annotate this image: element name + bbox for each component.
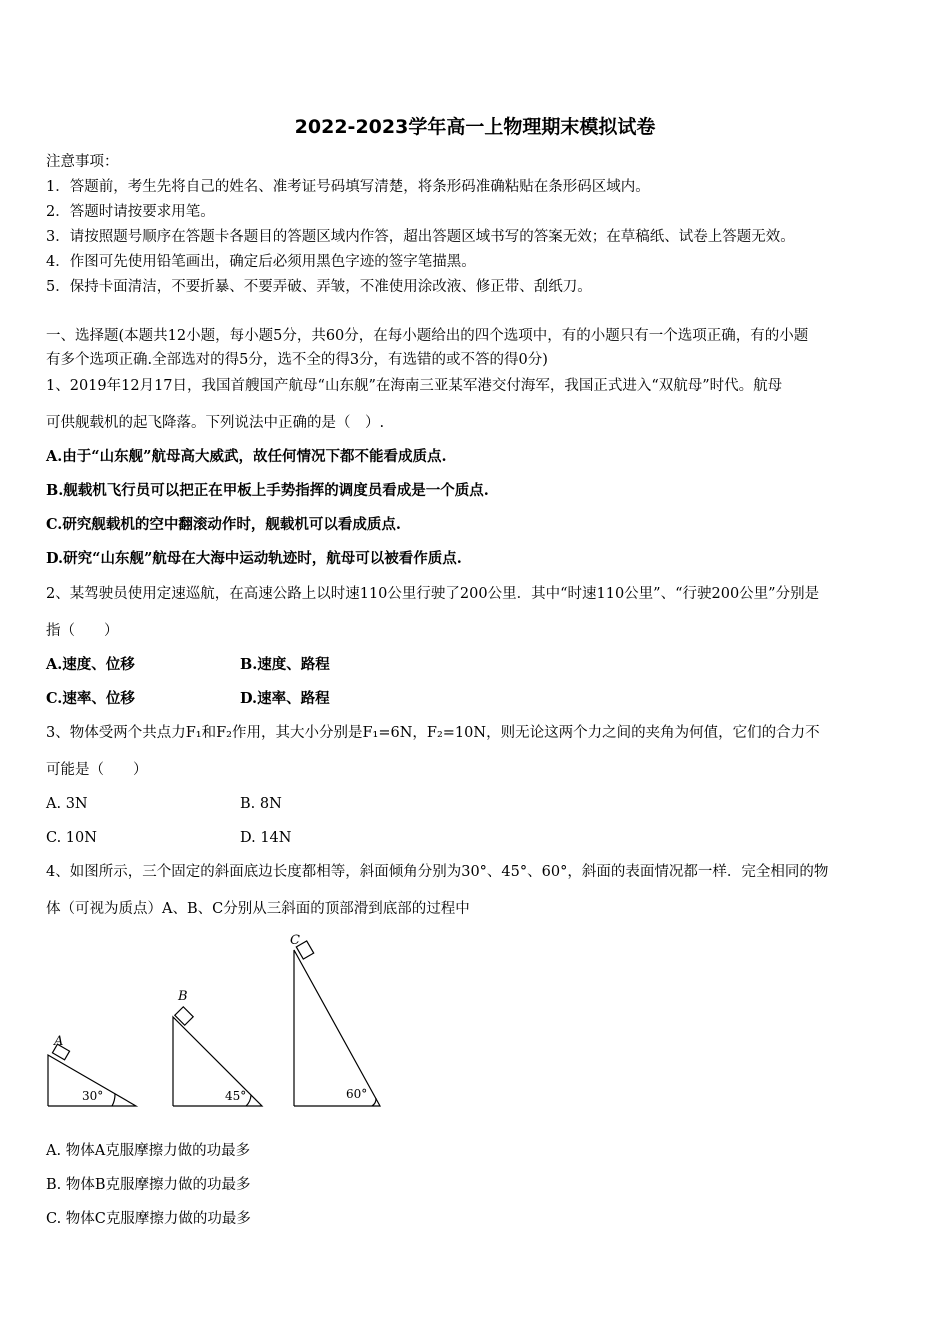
- q4-option-c: C. 物体C克服摩擦力做的功最多: [46, 1211, 251, 1227]
- notes-heading: 注意事项：: [46, 154, 119, 170]
- q3-option-b: B. 8N: [240, 796, 282, 812]
- angle-label-b: 45°: [225, 1089, 247, 1103]
- q2-option-a: A.速度、位移: [46, 656, 135, 673]
- block-b: [175, 1007, 193, 1025]
- question-3-stem-cont: 可能是（ ）: [46, 762, 148, 778]
- question-4-stem-cont: 体（可视为质点）A、B、C分别从三斜面的顶部滑到底部的过程中: [46, 901, 470, 917]
- note-item: 3．请按照题号顺序在答题卡各题目的答题区域内作答，超出答题区域书写的答案无效；在草稿纸、试卷上答题无效。: [46, 229, 795, 245]
- q2-option-b: B.速度、路程: [240, 656, 330, 673]
- label-c: C: [290, 933, 300, 948]
- q1-option-d: D.研究“山东舰”航母在大海中运动轨迹时，航母可以被看作质点.: [46, 550, 462, 567]
- question-2-stem-cont: 指（ ）: [46, 623, 119, 639]
- question-1-stem: 1、2019年12月17日，我国首艘国产航母“山东舰”在海南三亚某军港交付海军，我国正式进入“双航母”时代。航母: [46, 378, 783, 394]
- angle-arc-a: [112, 1094, 115, 1106]
- section-instructions-cont: 有多个选项正确.全部选对的得5分，选不全的得3分，有选错的或不答的得0分): [46, 352, 548, 368]
- q1-option-a: A.由于“山东舰”航母高大威武，故任何情况下都不能看成质点.: [46, 448, 447, 465]
- note-item: 1．答题前，考生先将自己的姓名、准考证号码填写清楚，将条形码准确粘贴在条形码区域内。: [46, 179, 650, 195]
- q3-option-c: C. 10N: [46, 830, 97, 846]
- q4-option-a: A. 物体A克服摩擦力做的功最多: [46, 1143, 251, 1159]
- angle-label-a: 30°: [82, 1089, 104, 1103]
- angle-label-c: 60°: [346, 1087, 368, 1101]
- note-item: 2．答题时请按要求用笔。: [46, 204, 215, 220]
- angle-arc-b: [246, 1095, 251, 1106]
- q1-option-c: C.研究舰载机的空中翻滚动作时，舰载机可以看成质点.: [46, 516, 401, 533]
- page-title: 2022-2023学年高一上物理期末模拟试卷: [294, 116, 656, 138]
- slope-c: [290, 933, 380, 1106]
- label-a: A: [54, 1034, 64, 1049]
- question-2-stem: 2、某驾驶员使用定速巡航，在高速公路上以时速110公里行驶了200公里．其中“时速110公里”、“行驶200公里”分别是: [46, 586, 820, 602]
- q2-option-c: C.速率、位移: [46, 690, 135, 707]
- question-4-stem: 4、如图所示，三个固定的斜面底边长度都相等，斜面倾角分别为30°、45°、60°，斜面的表面情况都一样．完全相同的物: [46, 864, 829, 880]
- slope-b: [173, 989, 262, 1106]
- angle-arc-c: [372, 1098, 376, 1106]
- q3-option-a: A. 3N: [46, 796, 88, 812]
- question-1-stem-cont: 可供舰载机的起飞降落。下列说法中正确的是（ ）.: [46, 415, 385, 431]
- note-item: 4．作图可先使用铅笔画出，确定后必须用黑色字迹的签字笔描黑。: [46, 254, 476, 270]
- q4-option-b: B. 物体B克服摩擦力做的功最多: [46, 1177, 251, 1193]
- section-instructions: 一、选择题(本题共12小题，每小题5分，共60分，在每小题给出的四个选项中，有的小题只有一个选项正确，有的小题: [46, 328, 809, 344]
- question-3-stem: 3、物体受两个共点力F₁和F₂作用，其大小分别是F₁=6N，F₂=10N，则无论这两个力之间的夹角为何值，它们的合力不: [46, 725, 820, 741]
- slope-a: [48, 1034, 136, 1106]
- q3-option-d: D. 14N: [240, 830, 292, 846]
- note-item: 5．保持卡面清洁，不要折暴、不要弄破、弄皱，不准使用涂改液、修正带、刮纸刀。: [46, 279, 592, 295]
- label-b: B: [178, 989, 188, 1004]
- q1-option-b: B.舰载机飞行员可以把正在甲板上手势指挥的调度员看成是一个质点.: [46, 482, 489, 499]
- inclined-planes-figure: [40, 930, 400, 1115]
- q2-option-d: D.速率、路程: [240, 690, 330, 707]
